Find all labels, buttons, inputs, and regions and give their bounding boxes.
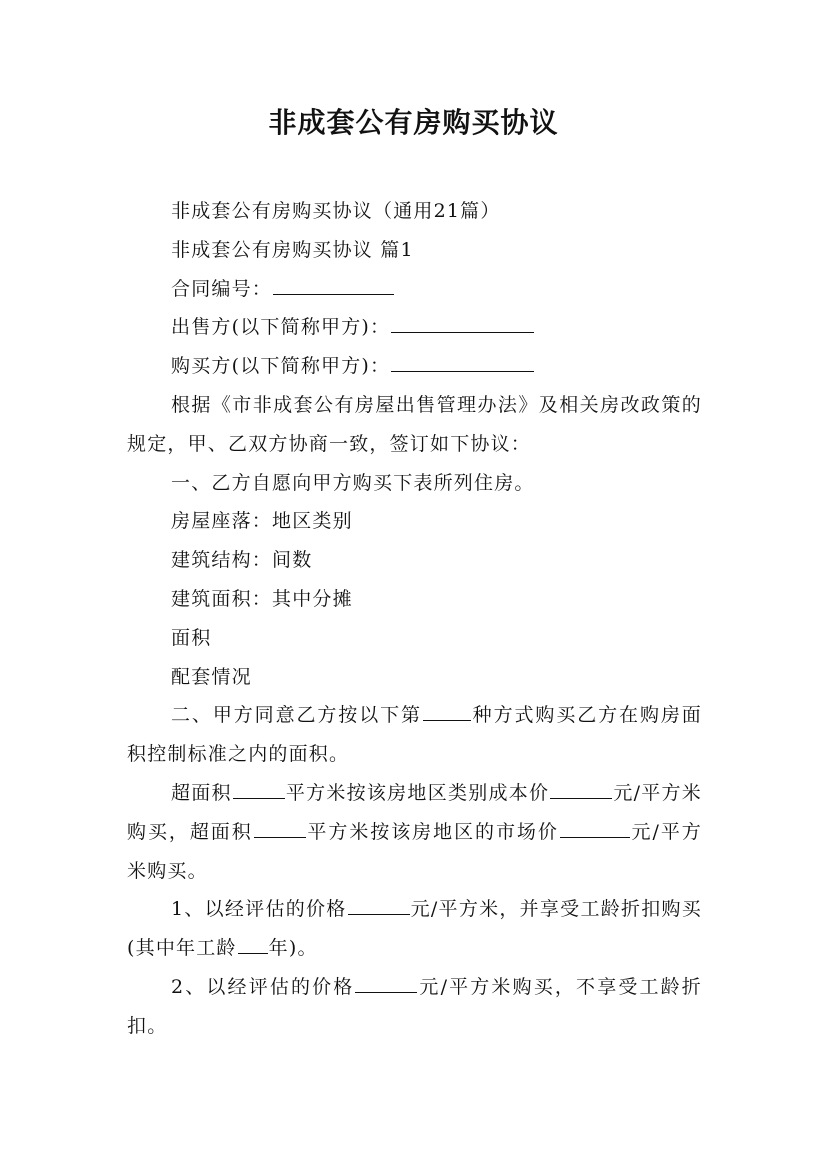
paragraph-text: 2、以经评估的价格	[171, 975, 355, 998]
paragraph-building-structure	[127, 541, 702, 580]
fill-in-blank	[423, 719, 471, 721]
paragraph-text: 合同编号：	[171, 277, 273, 300]
paragraph-text: 建筑面积：其中分摊	[171, 587, 353, 610]
fill-in-blank	[391, 370, 534, 372]
paragraph-section-heading	[127, 231, 702, 270]
paragraph-text: 配套情况	[171, 665, 252, 688]
paragraph-text: 面积	[171, 626, 212, 649]
paragraph-text: 超面积	[171, 781, 232, 804]
fill-in-blank	[355, 991, 417, 993]
fill-in-blank	[348, 913, 410, 915]
paragraph-text: 出售方(以下简称甲方)：	[171, 316, 391, 339]
paragraph-clause-2	[127, 696, 702, 774]
paragraph-text: 平方米按该房地区类别成本价	[285, 781, 550, 804]
paragraph-text: 根据《市非成套公有房屋出售管理办法》及相关房改政策的规定，甲、乙双方协商一致，签订如下协议：	[127, 393, 702, 455]
paragraph-text: 元/平方米购买，超面积	[127, 781, 702, 843]
paragraph-text: 年)。	[268, 937, 318, 960]
fill-in-blank	[238, 952, 268, 954]
paragraph-subtitle	[127, 192, 702, 231]
paragraph-text: 一、乙方自愿向甲方购买下表所列住房。	[171, 471, 535, 494]
paragraph-text: 非成套公有房购买协议（通用21篇）	[171, 200, 501, 222]
fill-in-blank	[273, 293, 394, 295]
paragraph-building-area	[127, 580, 702, 619]
paragraph-text: 平方米按该房地区的市场价	[306, 820, 559, 843]
paragraph-seller	[127, 308, 702, 347]
document-body	[127, 192, 702, 1046]
paragraph-text: 元/平方米，并享受工龄折扣购买(其中年工龄	[127, 898, 702, 960]
paragraph-text: 二、甲方同意乙方按以下第	[171, 704, 422, 727]
document-title: 非成套公有房购买协议	[268, 106, 559, 139]
paragraph-text: 种方式购买乙方在购房面积控制标准之内的面积。	[127, 704, 702, 766]
paragraph-text: 1、以经评估的价格	[171, 898, 347, 921]
fill-in-blank	[254, 836, 306, 838]
paragraph-text: 元/平方米购买。	[127, 820, 703, 882]
fill-in-blank	[233, 797, 285, 799]
paragraph-text: 非成套公有房购买协议 篇1	[171, 238, 414, 261]
paragraph-excess-area	[127, 774, 702, 890]
paragraph-option-1	[127, 890, 702, 968]
paragraph-house-location	[127, 502, 702, 541]
paragraph-text: 购买方(以下简称甲方)：	[171, 355, 391, 378]
paragraph-option-2	[127, 968, 702, 1046]
fill-in-blank	[550, 797, 612, 799]
paragraph-buyer	[127, 347, 702, 386]
paragraph-contract-number	[127, 270, 702, 309]
paragraph-area	[127, 619, 702, 658]
paragraph-text: 元/平方米购买，不享受工龄折扣。	[127, 975, 703, 1037]
paragraph-facilities	[127, 658, 702, 697]
paragraph-text: 房屋座落：地区类别	[171, 510, 353, 533]
paragraph-clause-1	[127, 464, 702, 503]
paragraph-text: 建筑结构：间数	[171, 549, 313, 572]
paragraph-preamble	[127, 386, 702, 464]
fill-in-blank	[391, 331, 534, 333]
fill-in-blank	[560, 836, 630, 838]
